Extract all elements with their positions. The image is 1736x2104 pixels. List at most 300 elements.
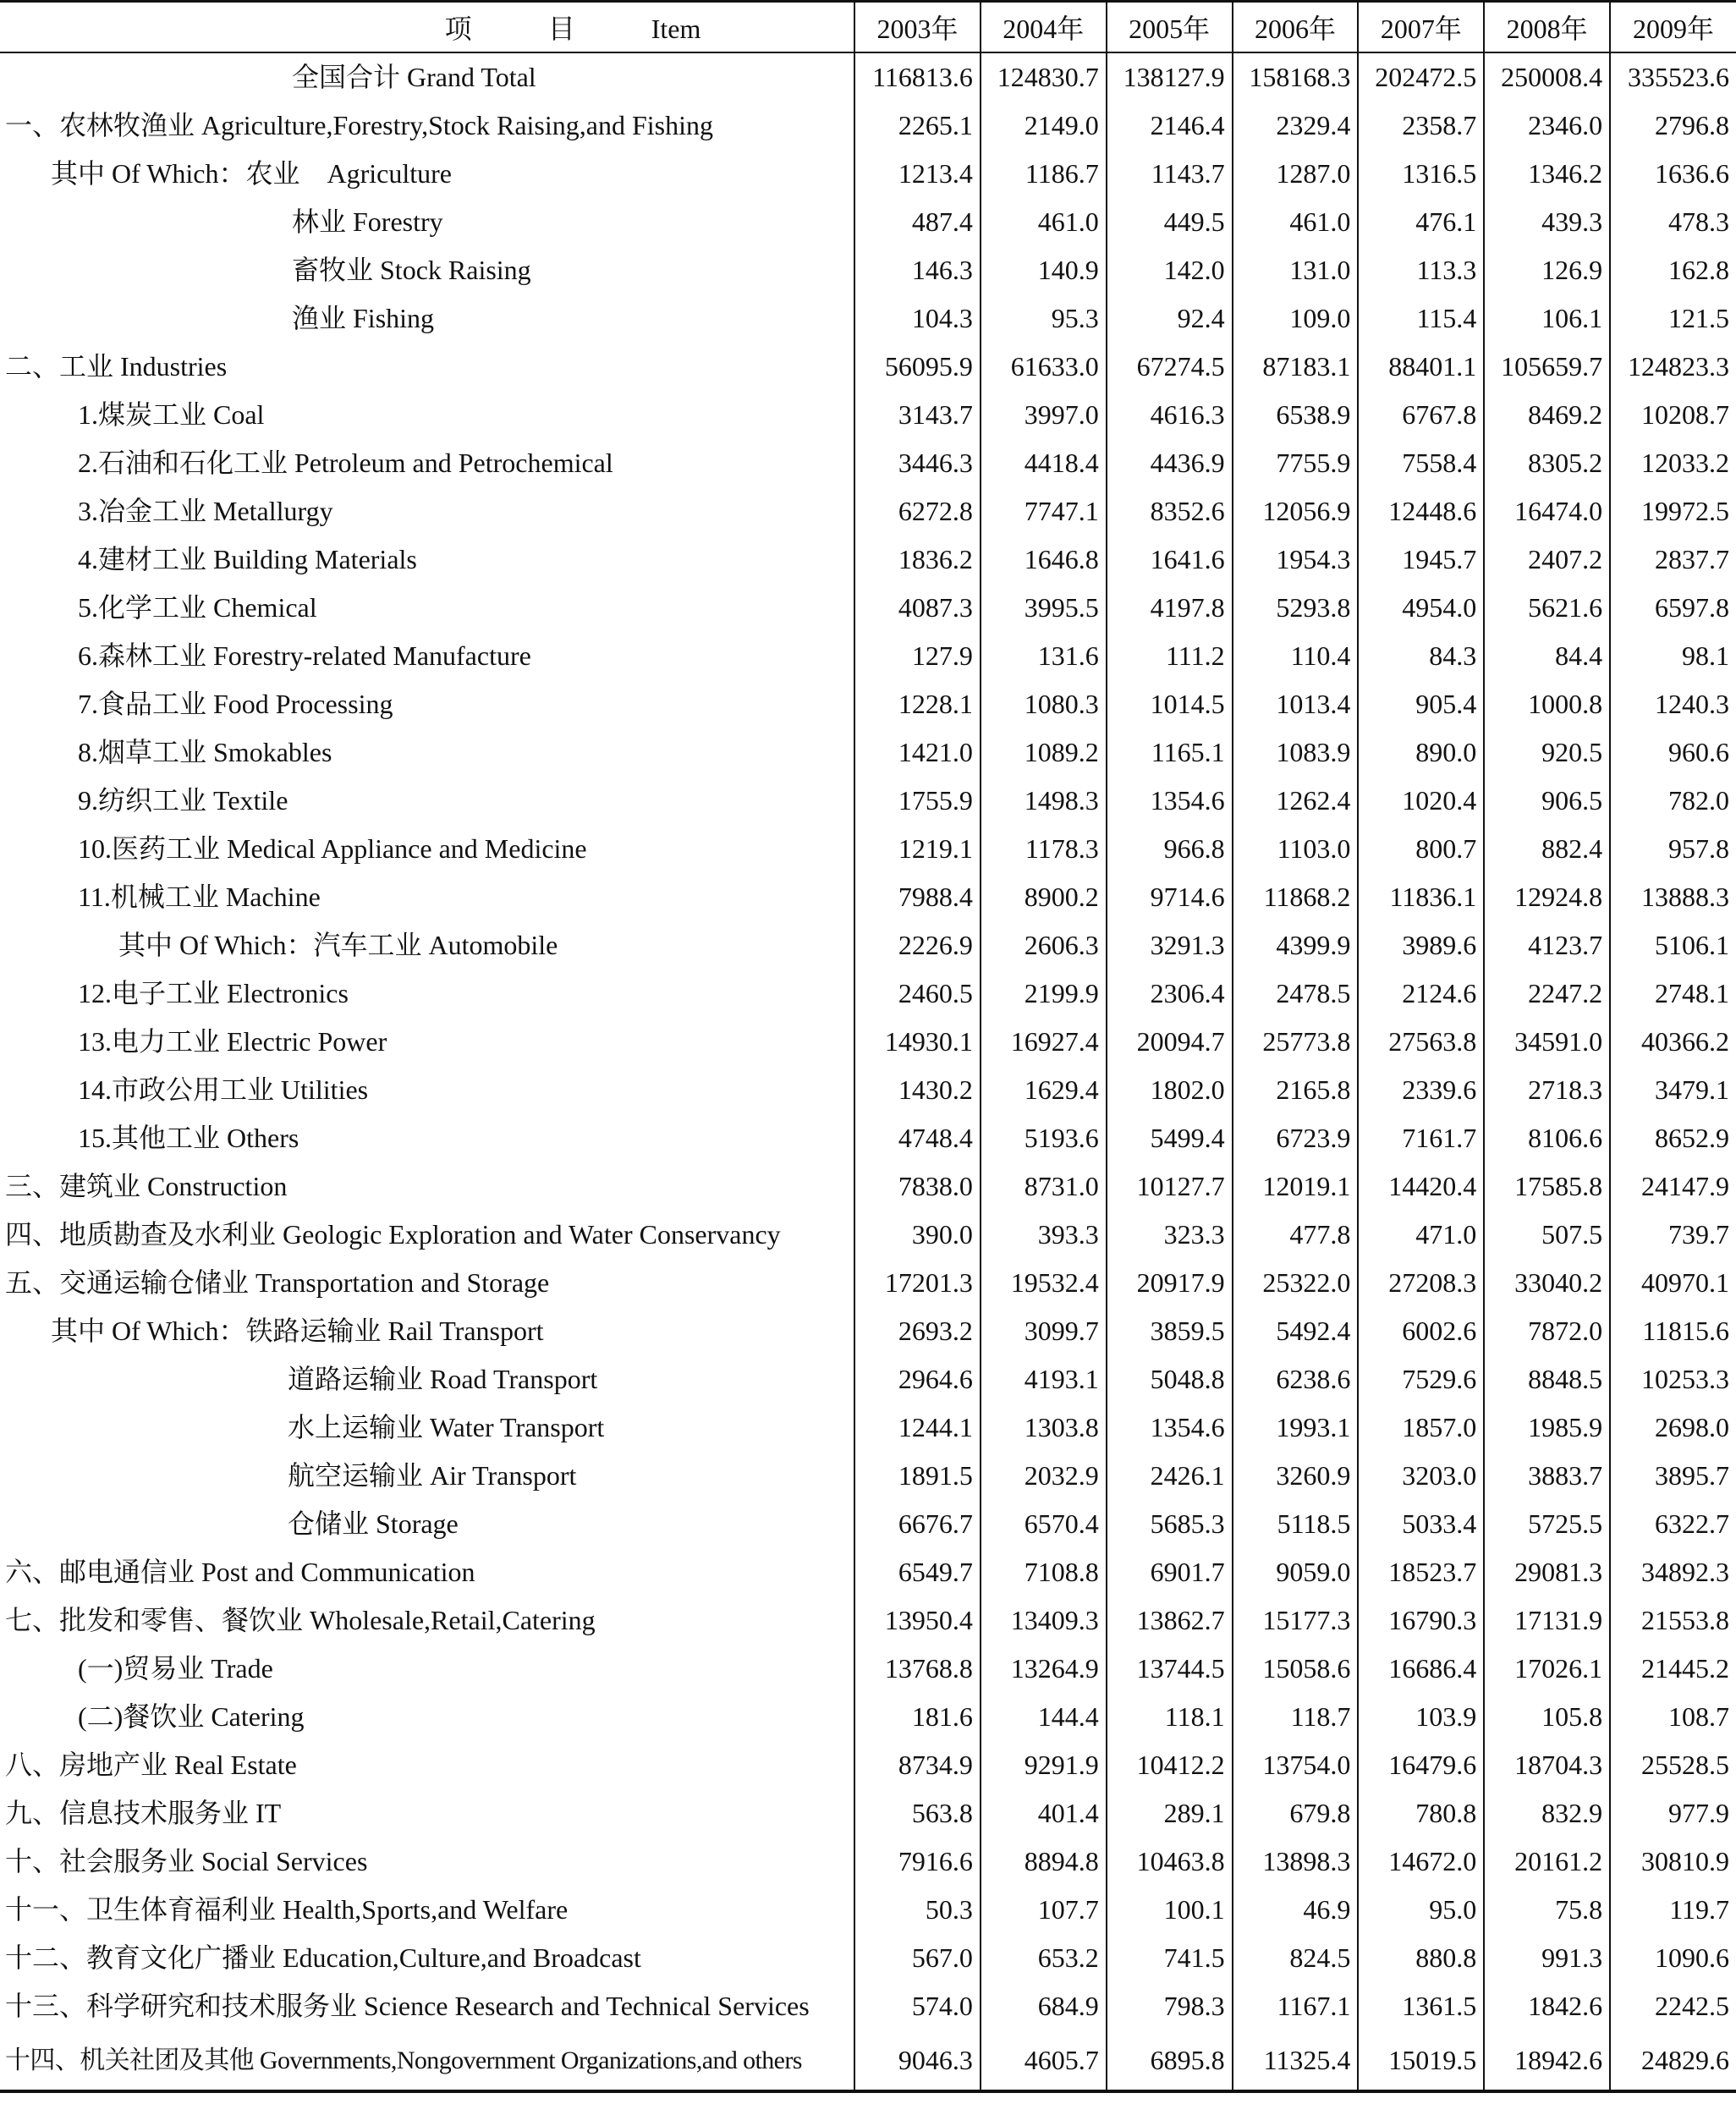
value-cell: 461.0: [1233, 198, 1359, 246]
value-cell: 17585.8: [1484, 1162, 1610, 1211]
value-cell: 2358.7: [1358, 102, 1484, 150]
value-cell: 107.7: [981, 1886, 1107, 1934]
value-cell: 2693.2: [854, 1307, 981, 1355]
table-row: [0, 1355, 1736, 1404]
row-label: 12.电子工业 Electronics: [78, 978, 349, 1008]
row-label: 九、信息技术服务业 IT: [5, 1798, 282, 1828]
value-cell: 1755.9: [854, 777, 981, 825]
value-cell: 105.8: [1484, 1693, 1610, 1741]
value-cell: 20161.2: [1484, 1838, 1610, 1886]
value-cell: 1985.9: [1484, 1404, 1610, 1452]
value-cell: 13744.5: [1107, 1645, 1233, 1693]
value-cell: 10253.3: [1610, 1355, 1736, 1404]
value-cell: 5048.8: [1107, 1355, 1233, 1404]
value-cell: 3995.5: [981, 584, 1107, 632]
value-cell: 7755.9: [1233, 439, 1359, 487]
row-label: 其中 Of Which：汽车工业 Automobile: [118, 930, 558, 960]
value-cell: 140.9: [981, 246, 1107, 294]
value-cell: 8352.6: [1107, 487, 1233, 536]
row-label: 7.食品工业 Food Processing: [78, 689, 393, 719]
value-cell: 3143.7: [854, 391, 981, 439]
value-cell: 2407.2: [1484, 536, 1610, 584]
table-body: [0, 52, 1736, 2091]
value-cell: 6002.6: [1358, 1307, 1484, 1355]
value-cell: 24147.9: [1610, 1162, 1736, 1211]
value-cell: 6676.7: [854, 1500, 981, 1548]
value-cell: 832.9: [1484, 1789, 1610, 1838]
value-cell: 6895.8: [1107, 2030, 1233, 2091]
value-cell: 4748.4: [854, 1114, 981, 1162]
value-cell: 67274.5: [1107, 343, 1233, 391]
value-cell: 2306.4: [1107, 970, 1233, 1018]
value-cell: 5492.4: [1233, 1307, 1359, 1355]
value-cell: 2032.9: [981, 1452, 1107, 1500]
row-label: 3.冶金工业 Metallurgy: [78, 496, 333, 526]
value-cell: 4193.1: [981, 1355, 1107, 1404]
value-cell: 127.9: [854, 632, 981, 680]
row-label: 6.森林工业 Forestry-related Manufacture: [78, 640, 531, 671]
row-label: 畜牧业 Stock Raising: [292, 255, 531, 285]
row-label: 七、批发和零售、餐饮业 Wholesale,Retail,Catering: [5, 1605, 596, 1635]
value-cell: 323.3: [1107, 1211, 1233, 1259]
year-header: 2005年: [1107, 2, 1233, 53]
value-cell: 109.0: [1233, 294, 1359, 343]
value-cell: 7747.1: [981, 487, 1107, 536]
value-cell: 1842.6: [1484, 1982, 1610, 2030]
value-cell: 1228.1: [854, 680, 981, 728]
table-row: [0, 825, 1736, 873]
value-cell: 162.8: [1610, 246, 1736, 294]
table-row: [0, 1789, 1736, 1838]
table-row: [0, 1886, 1736, 1934]
value-cell: 1646.8: [981, 536, 1107, 584]
value-cell: 5118.5: [1233, 1500, 1359, 1548]
table-row: [0, 1934, 1736, 1982]
row-label: 仓储业 Storage: [288, 1508, 459, 1539]
value-cell: 18942.6: [1484, 2030, 1610, 2091]
value-cell: 2718.3: [1484, 1066, 1610, 1114]
value-cell: 10127.7: [1107, 1162, 1233, 1211]
value-cell: 13888.3: [1610, 873, 1736, 921]
value-cell: 7161.7: [1358, 1114, 1484, 1162]
value-cell: 1083.9: [1233, 728, 1359, 777]
value-cell: 6597.8: [1610, 584, 1736, 632]
value-cell: 8894.8: [981, 1838, 1107, 1886]
item-header-cn-2: 目: [547, 14, 575, 44]
row-label: (一)贸易业 Trade: [78, 1653, 273, 1684]
value-cell: 1089.2: [981, 728, 1107, 777]
row-label: 15.其他工业 Others: [78, 1123, 299, 1153]
value-cell: 471.0: [1358, 1211, 1484, 1259]
row-label: 四、地质勘查及水利业 Geologic Exploration and Water Conservancy: [5, 1219, 781, 1250]
value-cell: 7916.6: [854, 1838, 981, 1886]
value-cell: 3260.9: [1233, 1452, 1359, 1500]
value-cell: 15058.6: [1233, 1645, 1359, 1693]
value-cell: 991.3: [1484, 1934, 1610, 1982]
value-cell: 2748.1: [1610, 970, 1736, 1018]
value-cell: 880.8: [1358, 1934, 1484, 1982]
value-cell: 3203.0: [1358, 1452, 1484, 1500]
value-cell: 3859.5: [1107, 1307, 1233, 1355]
value-cell: 8305.2: [1484, 439, 1610, 487]
table-row: [0, 921, 1736, 970]
value-cell: 1165.1: [1107, 728, 1233, 777]
value-cell: 5499.4: [1107, 1114, 1233, 1162]
value-cell: 84.3: [1358, 632, 1484, 680]
row-label: 十一、卫生体育福利业 Health,Sports,and Welfare: [5, 1894, 569, 1925]
value-cell: 4087.3: [854, 584, 981, 632]
value-cell: 7529.6: [1358, 1355, 1484, 1404]
value-cell: 1014.5: [1107, 680, 1233, 728]
value-cell: 121.5: [1610, 294, 1736, 343]
value-cell: 2149.0: [981, 102, 1107, 150]
value-cell: 2146.4: [1107, 102, 1233, 150]
table-row: [0, 343, 1736, 391]
year-header: 2008年: [1484, 2, 1610, 53]
table-row: [0, 52, 1736, 102]
value-cell: 1354.6: [1107, 1404, 1233, 1452]
value-cell: 2165.8: [1233, 1066, 1359, 1114]
value-cell: 3291.3: [1107, 921, 1233, 970]
value-cell: 1354.6: [1107, 777, 1233, 825]
table-header: [0, 2, 1736, 53]
value-cell: 289.1: [1107, 1789, 1233, 1838]
table-row: [0, 1211, 1736, 1259]
row-label: 11.机械工业 Machine: [78, 882, 321, 912]
value-cell: 1346.2: [1484, 150, 1610, 198]
value-cell: 10208.7: [1610, 391, 1736, 439]
row-label: 其中 Of Which：农业 Agriculture: [51, 158, 452, 189]
row-label: 4.建材工业 Building Materials: [78, 544, 417, 574]
value-cell: 124823.3: [1610, 343, 1736, 391]
table-row: [0, 970, 1736, 1018]
value-cell: 15019.5: [1358, 2030, 1484, 2091]
value-cell: 905.4: [1358, 680, 1484, 728]
value-cell: 1080.3: [981, 680, 1107, 728]
value-cell: 21553.8: [1610, 1596, 1736, 1645]
value-cell: 1836.2: [854, 536, 981, 584]
value-cell: 202472.5: [1358, 52, 1484, 102]
value-cell: 1186.7: [981, 150, 1107, 198]
value-cell: 2964.6: [854, 1355, 981, 1404]
value-cell: 30810.9: [1610, 1838, 1736, 1886]
table-row: [0, 1741, 1736, 1789]
value-cell: 138127.9: [1107, 52, 1233, 102]
value-cell: 104.3: [854, 294, 981, 343]
value-cell: 21445.2: [1610, 1645, 1736, 1693]
value-cell: 960.6: [1610, 728, 1736, 777]
value-cell: 6549.7: [854, 1548, 981, 1596]
value-cell: 5106.1: [1610, 921, 1736, 970]
value-cell: 741.5: [1107, 1934, 1233, 1982]
value-cell: 15177.3: [1233, 1596, 1359, 1645]
value-cell: 739.7: [1610, 1211, 1736, 1259]
table-row: [0, 536, 1736, 584]
value-cell: 27208.3: [1358, 1259, 1484, 1307]
value-cell: 27563.8: [1358, 1018, 1484, 1066]
value-cell: 142.0: [1107, 246, 1233, 294]
header-row: [0, 2, 1736, 53]
value-cell: 105659.7: [1484, 343, 1610, 391]
row-label: 13.电力工业 Electric Power: [78, 1026, 387, 1057]
value-cell: 390.0: [854, 1211, 981, 1259]
value-cell: 800.7: [1358, 825, 1484, 873]
value-cell: 16790.3: [1358, 1596, 1484, 1645]
value-cell: 9714.6: [1107, 873, 1233, 921]
value-cell: 798.3: [1107, 1982, 1233, 2030]
value-cell: 335523.6: [1610, 52, 1736, 102]
year-header: 2009年: [1610, 2, 1736, 53]
row-label: 八、房地产业 Real Estate: [5, 1750, 297, 1780]
row-label: 一、农林牧渔业 Agriculture,Forestry,Stock Raising,and Fishing: [5, 110, 713, 140]
value-cell: 478.3: [1610, 198, 1736, 246]
year-header: 2007年: [1358, 2, 1484, 53]
value-cell: 476.1: [1358, 198, 1484, 246]
value-cell: 8469.2: [1484, 391, 1610, 439]
row-label: 道路运输业 Road Transport: [288, 1364, 598, 1394]
value-cell: 1316.5: [1358, 150, 1484, 198]
value-cell: 1303.8: [981, 1404, 1107, 1452]
value-cell: 25322.0: [1233, 1259, 1359, 1307]
value-cell: 461.0: [981, 198, 1107, 246]
table-row: [0, 246, 1736, 294]
value-cell: 8106.6: [1484, 1114, 1610, 1162]
table-row: [0, 1114, 1736, 1162]
value-cell: 61633.0: [981, 343, 1107, 391]
value-cell: 1891.5: [854, 1452, 981, 1500]
table-row: [0, 1645, 1736, 1693]
value-cell: 12448.6: [1358, 487, 1484, 536]
value-cell: 977.9: [1610, 1789, 1736, 1838]
value-cell: 1167.1: [1233, 1982, 1359, 2030]
value-cell: 1857.0: [1358, 1404, 1484, 1452]
year-header: 2003年: [854, 2, 981, 53]
value-cell: 7838.0: [854, 1162, 981, 1211]
value-cell: 13754.0: [1233, 1741, 1359, 1789]
value-cell: 111.2: [1107, 632, 1233, 680]
value-cell: 780.8: [1358, 1789, 1484, 1838]
value-cell: 1262.4: [1233, 777, 1359, 825]
value-cell: 9059.0: [1233, 1548, 1359, 1596]
value-cell: 2124.6: [1358, 970, 1484, 1018]
value-cell: 6570.4: [981, 1500, 1107, 1548]
value-cell: 2698.0: [1610, 1404, 1736, 1452]
table-row: [0, 1500, 1736, 1548]
value-cell: 1421.0: [854, 728, 981, 777]
value-cell: 11836.1: [1358, 873, 1484, 921]
table-row: [0, 632, 1736, 680]
value-cell: 46.9: [1233, 1886, 1359, 1934]
year-header: 2004年: [981, 2, 1107, 53]
row-label: 2.石油和石化工业 Petroleum and Petrochemical: [78, 448, 613, 478]
value-cell: 12924.8: [1484, 873, 1610, 921]
row-label: 二、工业 Industries: [5, 351, 228, 382]
value-cell: 118.1: [1107, 1693, 1233, 1741]
value-cell: 16686.4: [1358, 1645, 1484, 1693]
value-cell: 3997.0: [981, 391, 1107, 439]
value-cell: 29081.3: [1484, 1548, 1610, 1596]
value-cell: 1287.0: [1233, 150, 1359, 198]
value-cell: 2339.6: [1358, 1066, 1484, 1114]
value-cell: 6723.9: [1233, 1114, 1359, 1162]
item-header-cn-1: 项: [444, 14, 472, 44]
value-cell: 16474.0: [1484, 487, 1610, 536]
value-cell: 2226.9: [854, 921, 981, 970]
value-cell: 2346.0: [1484, 102, 1610, 150]
row-label: 全国合计 Grand Total: [292, 62, 536, 92]
table-row: [0, 150, 1736, 198]
value-cell: 563.8: [854, 1789, 981, 1838]
value-cell: 20917.9: [1107, 1259, 1233, 1307]
value-cell: 4123.7: [1484, 921, 1610, 970]
value-cell: 2199.9: [981, 970, 1107, 1018]
value-cell: 75.8: [1484, 1886, 1610, 1934]
row-label: 三、建筑业 Construction: [5, 1171, 288, 1201]
value-cell: 11868.2: [1233, 873, 1359, 921]
value-cell: 8731.0: [981, 1162, 1107, 1211]
value-cell: 25773.8: [1233, 1018, 1359, 1066]
value-cell: 957.8: [1610, 825, 1736, 873]
value-cell: 6238.6: [1233, 1355, 1359, 1404]
value-cell: 824.5: [1233, 1934, 1359, 1982]
value-cell: 110.4: [1233, 632, 1359, 680]
value-cell: 684.9: [981, 1982, 1107, 2030]
value-cell: 13862.7: [1107, 1596, 1233, 1645]
value-cell: 1213.4: [854, 150, 981, 198]
value-cell: 4605.7: [981, 2030, 1107, 2091]
value-cell: 4616.3: [1107, 391, 1233, 439]
table-row: [0, 487, 1736, 536]
value-cell: 9291.9: [981, 1741, 1107, 1789]
value-cell: 13264.9: [981, 1645, 1107, 1693]
value-cell: 12056.9: [1233, 487, 1359, 536]
value-cell: 50.3: [854, 1886, 981, 1934]
value-cell: 131.0: [1233, 246, 1359, 294]
value-cell: 10412.2: [1107, 1741, 1233, 1789]
value-cell: 653.2: [981, 1934, 1107, 1982]
value-cell: 2265.1: [854, 102, 981, 150]
value-cell: 1020.4: [1358, 777, 1484, 825]
value-cell: 100.1: [1107, 1886, 1233, 1934]
value-cell: 7108.8: [981, 1548, 1107, 1596]
value-cell: 2606.3: [981, 921, 1107, 970]
value-cell: 5725.5: [1484, 1500, 1610, 1548]
value-cell: 1993.1: [1233, 1404, 1359, 1452]
value-cell: 1103.0: [1233, 825, 1359, 873]
value-cell: 17131.9: [1484, 1596, 1610, 1645]
value-cell: 126.9: [1484, 246, 1610, 294]
value-cell: 3895.7: [1610, 1452, 1736, 1500]
value-cell: 40366.2: [1610, 1018, 1736, 1066]
value-cell: 10463.8: [1107, 1838, 1233, 1886]
value-cell: 7558.4: [1358, 439, 1484, 487]
table-row: [0, 1548, 1736, 1596]
row-label: 十三、科学研究和技术服务业 Science Research and Technical Services: [5, 1991, 810, 2021]
value-cell: 6901.7: [1107, 1548, 1233, 1596]
value-cell: 5685.3: [1107, 1500, 1233, 1548]
value-cell: 782.0: [1610, 777, 1736, 825]
value-cell: 118.7: [1233, 1693, 1359, 1741]
value-cell: 4954.0: [1358, 584, 1484, 632]
value-cell: 1641.6: [1107, 536, 1233, 584]
value-cell: 12019.1: [1233, 1162, 1359, 1211]
value-cell: 158168.3: [1233, 52, 1359, 102]
row-label: 1.煤炭工业 Coal: [78, 399, 265, 430]
value-cell: 181.6: [854, 1693, 981, 1741]
value-cell: 95.0: [1358, 1886, 1484, 1934]
value-cell: 56095.9: [854, 343, 981, 391]
value-cell: 1240.3: [1610, 680, 1736, 728]
table-row: [0, 1018, 1736, 1066]
row-label: 10.医药工业 Medical Appliance and Medicine: [78, 833, 587, 864]
value-cell: 3479.1: [1610, 1066, 1736, 1114]
row-label: (二)餐饮业 Catering: [78, 1701, 305, 1732]
value-cell: 7872.0: [1484, 1307, 1610, 1355]
row-label: 林业 Forestry: [292, 206, 443, 237]
table-row: [0, 1693, 1736, 1741]
value-cell: 8848.5: [1484, 1355, 1610, 1404]
value-cell: 906.5: [1484, 777, 1610, 825]
value-cell: 84.4: [1484, 632, 1610, 680]
value-cell: 115.4: [1358, 294, 1484, 343]
value-cell: 3099.7: [981, 1307, 1107, 1355]
value-cell: 890.0: [1358, 728, 1484, 777]
value-cell: 920.5: [1484, 728, 1610, 777]
value-cell: 1498.3: [981, 777, 1107, 825]
value-cell: 3989.6: [1358, 921, 1484, 970]
value-cell: 567.0: [854, 1934, 981, 1982]
value-cell: 146.3: [854, 246, 981, 294]
value-cell: 33040.2: [1484, 1259, 1610, 1307]
value-cell: 1802.0: [1107, 1066, 1233, 1114]
value-cell: 1629.4: [981, 1066, 1107, 1114]
table-row: [0, 102, 1736, 150]
value-cell: 7988.4: [854, 873, 981, 921]
value-cell: 12033.2: [1610, 439, 1736, 487]
value-cell: 2329.4: [1233, 102, 1359, 150]
value-cell: 116813.6: [854, 52, 981, 102]
value-cell: 1361.5: [1358, 1982, 1484, 2030]
value-cell: 16479.6: [1358, 1741, 1484, 1789]
value-cell: 34892.3: [1610, 1548, 1736, 1596]
value-cell: 6322.7: [1610, 1500, 1736, 1548]
row-label: 8.烟草工业 Smokables: [78, 737, 332, 767]
value-cell: 124830.7: [981, 52, 1107, 102]
value-cell: 250008.4: [1484, 52, 1610, 102]
value-cell: 882.4: [1484, 825, 1610, 873]
value-cell: 2426.1: [1107, 1452, 1233, 1500]
value-cell: 1143.7: [1107, 150, 1233, 198]
table-row: [0, 1596, 1736, 1645]
value-cell: 2242.5: [1610, 1982, 1736, 2030]
table-row: [0, 198, 1736, 246]
value-cell: 2837.7: [1610, 536, 1736, 584]
value-cell: 4418.4: [981, 439, 1107, 487]
value-cell: 1000.8: [1484, 680, 1610, 728]
table-row: [0, 1982, 1736, 2030]
value-cell: 507.5: [1484, 1211, 1610, 1259]
value-cell: 92.4: [1107, 294, 1233, 343]
value-cell: 95.3: [981, 294, 1107, 343]
value-cell: 5293.8: [1233, 584, 1359, 632]
row-label: 五、交通运输仓储业 Transportation and Storage: [5, 1267, 550, 1298]
item-header-en: Item: [651, 14, 701, 44]
value-cell: 3883.7: [1484, 1452, 1610, 1500]
value-cell: 13950.4: [854, 1596, 981, 1645]
value-cell: 13409.3: [981, 1596, 1107, 1645]
value-cell: 108.7: [1610, 1693, 1736, 1741]
value-cell: 1013.4: [1233, 680, 1359, 728]
